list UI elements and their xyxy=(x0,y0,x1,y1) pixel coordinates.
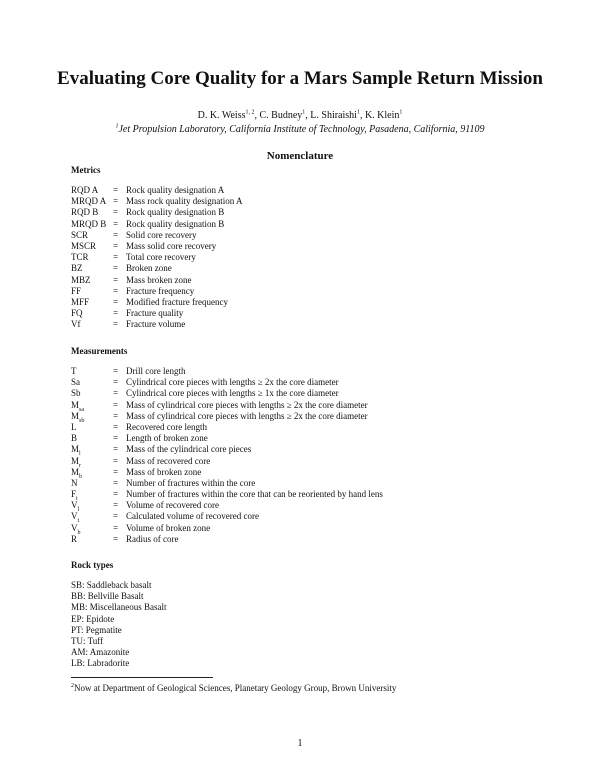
symbol-subscript: t xyxy=(76,495,78,502)
equals-sign: = xyxy=(113,366,119,376)
definition: Number of fractures within the core xyxy=(126,477,256,488)
symbol: $V_b$ xyxy=(71,522,81,536)
definition: Calculated volume of recovered core xyxy=(126,511,259,522)
symbol: $V_t$ xyxy=(71,511,80,525)
symbol-subscript: b xyxy=(77,529,81,536)
page-number: 1 xyxy=(297,738,303,749)
definition: Mass of cylindrical core pieces with lengths ≥ 2x the core diameter xyxy=(126,410,368,421)
symbol-subscript: l xyxy=(79,451,81,458)
affiliation xyxy=(0,124,600,135)
author-affiliation-mark: 1, 2 xyxy=(245,109,255,116)
equals-sign: = xyxy=(113,296,119,307)
equals-sign: = xyxy=(113,274,119,285)
nomenclature-heading: Nomenclature xyxy=(266,150,334,162)
rock-types-list xyxy=(71,580,167,670)
definition: Broken zone xyxy=(126,263,172,274)
definition: Mass of broken zone xyxy=(126,466,202,477)
definition: Mass broken zone xyxy=(126,274,192,285)
measurements-heading: Measurements xyxy=(71,346,128,356)
equals-sign: = xyxy=(113,285,119,296)
definition: Mass solid core recovery xyxy=(126,240,217,251)
equals-sign: = xyxy=(113,489,119,500)
footnote xyxy=(71,683,396,693)
symbol: MRQD B xyxy=(71,218,107,229)
footnote-text: Now at Department of Geological Sciences, Planetary Geology Group, Brown University xyxy=(74,683,397,693)
definition: Drill core length xyxy=(126,366,186,376)
symbol: MFF xyxy=(71,296,90,307)
author-affiliation-mark: 1 xyxy=(399,109,403,116)
symbol: B xyxy=(71,433,78,444)
definition: Volume of broken zone xyxy=(126,522,211,533)
symbol: RQD B xyxy=(71,207,99,218)
equals-sign: = xyxy=(113,240,119,251)
symbol-subscript: b xyxy=(79,473,83,480)
symbol: Sb xyxy=(71,388,81,399)
equals-sign: = xyxy=(113,399,119,410)
symbol-subscript: t xyxy=(77,518,80,525)
rock-type-item: AM: Amazonite xyxy=(71,647,130,658)
definition: Rock quality designation A xyxy=(126,185,225,195)
definition: Volume of recovered core xyxy=(126,500,220,511)
symbol: Vf xyxy=(71,319,81,330)
definition: Cylindrical core pieces with lengths ≥ 1x the core diameter xyxy=(126,388,339,399)
affiliation-mark: 1 xyxy=(115,123,119,130)
symbol: MRQD A xyxy=(71,196,107,207)
equals-sign: = xyxy=(113,185,119,195)
equals-sign: = xyxy=(113,433,119,444)
rock-type-item: PT: Pegmatite xyxy=(71,624,122,635)
equals-sign: = xyxy=(113,218,119,229)
definition: Radius of core xyxy=(126,533,179,544)
affiliation-text: Jet Propulsion Laboratory, California Institute of Technology, Pasadena, California, 91109 xyxy=(118,124,485,135)
equals-sign: = xyxy=(113,308,119,319)
definition: Mass of cylindrical core pieces with lengths ≥ 2x the core diameter xyxy=(126,399,368,410)
equals-sign: = xyxy=(113,229,119,240)
equals-sign: = xyxy=(113,252,119,263)
rock-type-item: BB: Bellville Basalt xyxy=(71,591,144,602)
symbol: MSCR xyxy=(71,240,97,251)
equals-sign: = xyxy=(113,319,119,330)
definition: Total core recovery xyxy=(126,252,196,263)
author-affiliation-mark: 1 xyxy=(302,109,306,116)
equals-sign: = xyxy=(113,196,119,207)
definition: Fracture frequency xyxy=(126,285,195,296)
symbol: TCR xyxy=(71,252,89,263)
author: C. Budney xyxy=(259,110,303,121)
footnote-mark: 2 xyxy=(71,683,74,689)
equals-sign: = xyxy=(113,388,119,399)
definition: Mass rock quality designation A xyxy=(126,196,243,207)
definition: Fracture quality xyxy=(126,308,184,319)
equals-sign: = xyxy=(113,511,119,522)
equals-sign: = xyxy=(113,421,119,432)
symbol: L xyxy=(71,421,77,432)
author: K. Klein xyxy=(364,110,400,121)
equals-sign: = xyxy=(113,410,119,421)
symbol: FQ xyxy=(71,308,83,319)
definition: Length of broken zone xyxy=(126,433,208,444)
symbol: $M_r$ xyxy=(71,455,82,469)
equals-sign: = xyxy=(113,377,119,388)
symbol: $F_t$ xyxy=(71,489,78,502)
equals-sign: = xyxy=(113,466,119,477)
symbol: R xyxy=(71,533,78,544)
definition: Mass of the cylindrical core pieces xyxy=(126,444,252,455)
definition: Rock quality designation B xyxy=(126,207,225,218)
symbol: T xyxy=(71,366,77,376)
symbol: BZ xyxy=(71,263,83,274)
equals-sign: = xyxy=(113,533,119,544)
definition: Mass of recovered core xyxy=(126,455,211,466)
definition: Cylindrical core pieces with lengths ≥ 2x the core diameter xyxy=(126,377,339,388)
metrics-heading: Metrics xyxy=(71,165,101,175)
definition: Number of fractures within the core that can be reoriented by hand lens xyxy=(126,489,383,500)
symbol: SCR xyxy=(71,229,89,240)
author-line: D. K. Weiss$^{1, 2}$, C. Budney$^1$, L. Shiraishi$^1$, K. Klein$^1$ xyxy=(197,109,403,121)
definition: Recovered core length xyxy=(126,421,207,432)
rock-types-heading: Rock types xyxy=(71,560,114,570)
symbol: $M_{sa}$ xyxy=(71,399,85,413)
footnote-rule xyxy=(71,677,213,678)
symbol: $M_b$ xyxy=(71,466,83,480)
symbol-subscript: r xyxy=(79,462,82,469)
rock-type-item: MB: Miscellaneous Basalt xyxy=(71,602,167,613)
equals-sign: = xyxy=(113,263,119,274)
equals-sign: = xyxy=(113,455,119,466)
author-affiliation-mark: 1 xyxy=(356,109,360,116)
symbol: $M_{sb}$ xyxy=(71,410,85,424)
symbol: $M_l$ xyxy=(71,444,81,458)
rock-type-item: LB: Labradorite xyxy=(71,658,130,669)
author: L. Shiraishi xyxy=(310,110,357,121)
symbol: $V_l$ xyxy=(71,500,80,514)
symbol-subscript: l xyxy=(77,507,80,514)
equals-sign: = xyxy=(113,500,119,511)
equals-sign: = xyxy=(113,522,119,533)
symbol: FF xyxy=(71,285,82,296)
symbol: Sa xyxy=(71,377,80,388)
rock-type-item: TU: Tuff xyxy=(71,635,104,646)
definition: Solid core recovery xyxy=(126,229,197,240)
paper-title: Evaluating Core Quality for a Mars Sample Return Mission xyxy=(57,68,543,89)
definition: Fracture volume xyxy=(126,319,186,330)
symbol: MBZ xyxy=(71,274,91,285)
symbol-subscript: sb xyxy=(79,417,85,424)
rock-type-item: SB: Saddleback basalt xyxy=(71,580,152,590)
equals-sign: = xyxy=(113,477,119,488)
definition: Modified fracture frequency xyxy=(126,296,228,307)
equals-sign: = xyxy=(113,207,119,218)
symbol: N xyxy=(71,477,78,488)
symbol-subscript: sa xyxy=(79,406,85,413)
rock-type-item: EP: Epidote xyxy=(71,613,115,624)
author: D. K. Weiss xyxy=(197,110,246,121)
equals-sign: = xyxy=(113,444,119,455)
symbol: RQD A xyxy=(71,185,99,195)
definition: Rock quality designation B xyxy=(126,218,225,229)
